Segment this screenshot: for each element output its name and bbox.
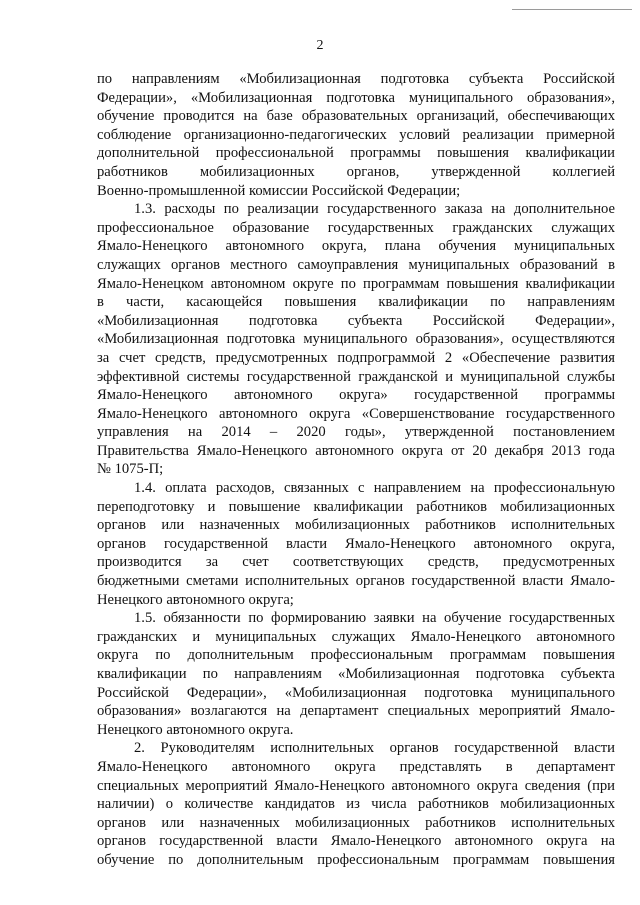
text-line: эффективной системы государственной гражданской и муниципальной службы <box>97 368 615 385</box>
document-body <box>97 70 615 870</box>
text-line: гражданских и муниципальных служащих Ямало-Ненецкого автономного <box>97 628 615 645</box>
text-line: Ямало-Ненецкого автономного округа представлять в департамент <box>97 758 615 775</box>
text-line: дополнительной профессиональной программы повышения квалификации <box>97 145 615 162</box>
text-line: служащих органов местного самоуправления муниципальных образований в <box>97 256 615 273</box>
text-line: в части, касающейся повышения квалификации по направлениям <box>97 294 615 311</box>
paragraph-item-2 <box>97 739 615 869</box>
text-line: обучение по дополнительным профессиональным программам повышения <box>97 851 615 868</box>
text-line: Военно-промышленной комиссии Российской Федерации; <box>97 182 461 199</box>
text-line: 1.3. расходы по реализации государственного заказа на дополнительное <box>134 201 615 218</box>
paragraph-item-1-4 <box>97 479 615 609</box>
text-line: Правительства Ямало-Ненецкого автономного округа от 20 декабря 2013 года <box>97 442 615 459</box>
paragraph-item-1-3 <box>97 200 615 479</box>
text-line: органов государственной власти Ямало-Ненецкого автономного округа на <box>97 833 615 850</box>
paragraph-continuation <box>97 70 615 200</box>
text-line: «Мобилизационная подготовка муниципального образования», осуществляются <box>97 331 615 348</box>
text-line: округа по дополнительным профессиональным программам повышения <box>97 647 615 664</box>
text-line: 1.5. обязанности по формированию заявки на обучение государственных <box>134 610 615 627</box>
text-line: переподготовку и повышение квалификации работников мобилизационных <box>97 498 615 515</box>
text-line: соблюдение организационно-педагогических условий реализации примерной <box>97 126 615 143</box>
text-line: 1.4. оплата расходов, связанных с направлением на профессиональную <box>134 480 615 497</box>
page-number: 2 <box>316 38 324 53</box>
text-line: Российской Федерации», «Мобилизационная подготовка муниципального <box>97 684 615 701</box>
text-line: производится за счет соответствующих средств, предусмотренных <box>97 554 615 571</box>
text-line: наличии) о количестве кандидатов из числа работников мобилизационных <box>97 796 615 813</box>
text-line: за счет средств, предусмотренных подпрограммой 2 «Обеспечение развития <box>97 349 615 366</box>
text-line: органов или назначенных мобилизационных работников исполнительных <box>97 517 615 534</box>
text-line: Ямало-Ненецком автономном округе по программам повышения квалификации <box>97 275 615 292</box>
text-line: 2. Руководителям исполнительных органов государственной власти <box>134 740 615 757</box>
paragraph-item-1-5 <box>97 609 615 739</box>
text-line: профессиональное образование государственных гражданских служащих <box>97 219 615 236</box>
text-line: «Мобилизационная подготовка субъекта Российской Федерации», <box>97 312 615 329</box>
text-line: по направлениям «Мобилизационная подготовка субъекта Российской <box>97 71 615 87</box>
text-line: Федерации», «Мобилизационная подготовка муниципального образования», <box>97 89 615 106</box>
text-line: органов государственной власти Ямало-Ненецкого автономного округа, <box>97 535 615 552</box>
text-line: Ненецкого автономного округа. <box>97 721 294 738</box>
text-line: специальных мероприятий Ямало-Ненецкого автономного округа сведения (при <box>97 777 615 794</box>
text-line: образования» возлагаются на департамент специальных мероприятий Ямало- <box>97 703 615 720</box>
text-line: Ямало-Ненецкого автономного округа «Совершенствование государственного <box>97 405 615 422</box>
text-line: органов или назначенных мобилизационных работников исполнительных <box>97 814 615 831</box>
text-line: работников мобилизационных органов, утвержденной коллегией <box>97 163 615 180</box>
text-line: № 1075-П; <box>97 461 164 478</box>
top-rule <box>512 9 632 10</box>
text-line: Ямало-Ненецкого автономного округа» государственной программы <box>97 387 615 404</box>
text-line: обучение проводится на базе образовательных организаций, обеспечивающих <box>97 108 615 125</box>
text-line: квалификации по направлениям «Мобилизационная подготовка субъекта <box>97 666 615 682</box>
text-line: Ненецкого автономного округа; <box>97 591 294 608</box>
text-line: управления на 2014 – 2020 годы», утвержденной постановлением <box>97 424 615 441</box>
text-line: бюджетными сметами исполнительных органов государственной власти Ямало- <box>97 573 615 590</box>
text-line: Ямало-Ненецкого автономного округа, плана обучения муниципальных <box>97 238 615 255</box>
